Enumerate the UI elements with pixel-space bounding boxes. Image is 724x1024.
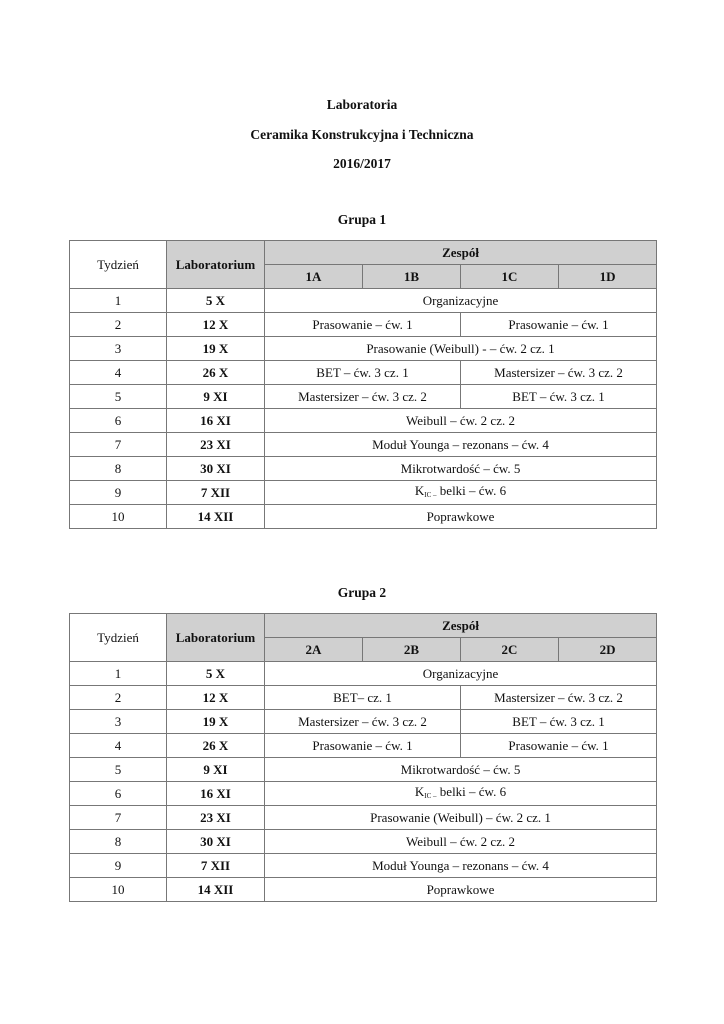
activity-cell: Prasowanie (Weibull) - – ćw. 2 cz. 1 (265, 337, 657, 361)
table-row (70, 854, 657, 878)
kic-subscript: IC – (424, 791, 437, 800)
week-cell: 3 (70, 337, 167, 361)
group1-header-row (70, 241, 657, 265)
group2-title: Grupa 2 (337, 585, 387, 600)
activity-cell-right: BET – ćw. 3 cz. 1 (461, 710, 657, 734)
activity-cell-right: BET – ćw. 3 cz. 1 (461, 385, 657, 409)
activity-cell: Poprawkowe (265, 878, 657, 902)
kic-symbol: K (414, 482, 425, 498)
activity-cell: Poprawkowe (265, 505, 657, 529)
week-cell: 1 (70, 662, 167, 686)
week-cell: 9 (70, 481, 167, 505)
activity-cell-right: Prasowanie – ćw. 1 (461, 734, 657, 758)
date-cell: 30 XI (167, 830, 265, 854)
week-cell: 8 (70, 830, 167, 854)
kic-symbol: K (414, 783, 425, 799)
activity-text: belki – ćw. 6 (436, 482, 507, 498)
team-header: 1B (363, 265, 461, 289)
table-row (70, 878, 657, 902)
date-cell: 7 XII (167, 854, 265, 878)
document-title: Laboratoria (326, 97, 398, 112)
date-cell: 26 X (167, 361, 265, 385)
date-cell: 12 X (167, 686, 265, 710)
activity-cell-left: BET– cz. 1 (265, 686, 461, 710)
table-row (70, 385, 657, 409)
team-header: 2D (559, 638, 657, 662)
date-cell: 19 X (167, 337, 265, 361)
table-row (70, 313, 657, 337)
activity-cell (265, 481, 657, 505)
week-cell: 5 (70, 385, 167, 409)
table-row (70, 830, 657, 854)
activity-cell-left: Prasowanie – ćw. 1 (265, 313, 461, 337)
table-row (70, 686, 657, 710)
course-name: Ceramika Konstrukcyjna i Techniczna (250, 127, 474, 142)
date-cell: 16 XI (167, 409, 265, 433)
activity-cell: Moduł Younga – rezonans – ćw. 4 (265, 854, 657, 878)
team-header: 2C (461, 638, 559, 662)
activity-cell-right: Mastersizer – ćw. 3 cz. 2 (461, 361, 657, 385)
activity-cell-right: Mastersizer – ćw. 3 cz. 2 (461, 686, 657, 710)
activity-cell: Organizacyjne (265, 662, 657, 686)
lab-column-header: Laboratorium (167, 614, 265, 662)
activity-cell-left: BET – ćw. 3 cz. 1 (265, 361, 461, 385)
date-cell: 9 XI (167, 758, 265, 782)
activity-cell: Mikrotwardość – ćw. 5 (265, 457, 657, 481)
date-cell: 14 XII (167, 878, 265, 902)
date-cell: 19 X (167, 710, 265, 734)
date-cell: 23 XI (167, 433, 265, 457)
week-cell: 8 (70, 457, 167, 481)
date-cell: 16 XI (167, 782, 265, 806)
table-row (70, 409, 657, 433)
activity-cell: Moduł Younga – rezonans – ćw. 4 (265, 433, 657, 457)
table-row (70, 289, 657, 313)
group2-table (69, 613, 657, 902)
date-cell: 5 X (167, 662, 265, 686)
table-row (70, 361, 657, 385)
table-row (70, 505, 657, 529)
team-header: 1C (461, 265, 559, 289)
date-cell: 30 XI (167, 457, 265, 481)
team-column-header: Zespół (265, 241, 657, 265)
activity-cell: Prasowanie (Weibull) – ćw. 2 cz. 1 (265, 806, 657, 830)
week-cell: 5 (70, 758, 167, 782)
date-cell: 26 X (167, 734, 265, 758)
week-cell: 6 (70, 782, 167, 806)
table-row (70, 782, 657, 806)
activity-cell: Mikrotwardość – ćw. 5 (265, 758, 657, 782)
week-cell: 10 (70, 878, 167, 902)
week-cell: 10 (70, 505, 167, 529)
team-column-header: Zespół (265, 614, 657, 638)
week-cell: 4 (70, 361, 167, 385)
date-cell: 7 XII (167, 481, 265, 505)
activity-cell: Weibull – ćw. 2 cz. 2 (265, 409, 657, 433)
week-cell: 7 (70, 806, 167, 830)
activity-cell-left: Prasowanie – ćw. 1 (265, 734, 461, 758)
date-cell: 12 X (167, 313, 265, 337)
group2-header-row (70, 614, 657, 638)
activity-cell (265, 782, 657, 806)
team-header: 2B (363, 638, 461, 662)
week-cell: 2 (70, 313, 167, 337)
week-cell: 7 (70, 433, 167, 457)
table-row (70, 734, 657, 758)
activity-cell-right: Prasowanie – ćw. 1 (461, 313, 657, 337)
table-row (70, 710, 657, 734)
date-cell: 23 XI (167, 806, 265, 830)
table-row (70, 337, 657, 361)
week-cell: 9 (70, 854, 167, 878)
week-cell: 3 (70, 710, 167, 734)
activity-cell: Organizacyjne (265, 289, 657, 313)
table-row (70, 433, 657, 457)
table-row (70, 457, 657, 481)
week-column-header: Tydzień (70, 614, 167, 662)
group1-table (69, 240, 657, 529)
activity-cell-left: Mastersizer – ćw. 3 cz. 2 (265, 710, 461, 734)
kic-subscript: IC – (424, 490, 437, 499)
team-header: 1D (559, 265, 657, 289)
week-cell: 6 (70, 409, 167, 433)
date-cell: 9 XI (167, 385, 265, 409)
lab-column-header: Laboratorium (167, 241, 265, 289)
week-cell: 1 (70, 289, 167, 313)
week-cell: 4 (70, 734, 167, 758)
date-cell: 5 X (167, 289, 265, 313)
group1-title: Grupa 1 (337, 212, 387, 227)
activity-cell: Weibull – ćw. 2 cz. 2 (265, 830, 657, 854)
academic-year: 2016/2017 (333, 156, 391, 171)
team-header: 1A (265, 265, 363, 289)
table-row (70, 806, 657, 830)
week-column-header: Tydzień (70, 241, 167, 289)
table-row (70, 662, 657, 686)
team-header: 2A (265, 638, 363, 662)
week-cell: 2 (70, 686, 167, 710)
table-row (70, 758, 657, 782)
date-cell: 14 XII (167, 505, 265, 529)
table-row (70, 481, 657, 505)
activity-text: belki – ćw. 6 (436, 783, 507, 799)
activity-cell-left: Mastersizer – ćw. 3 cz. 2 (265, 385, 461, 409)
